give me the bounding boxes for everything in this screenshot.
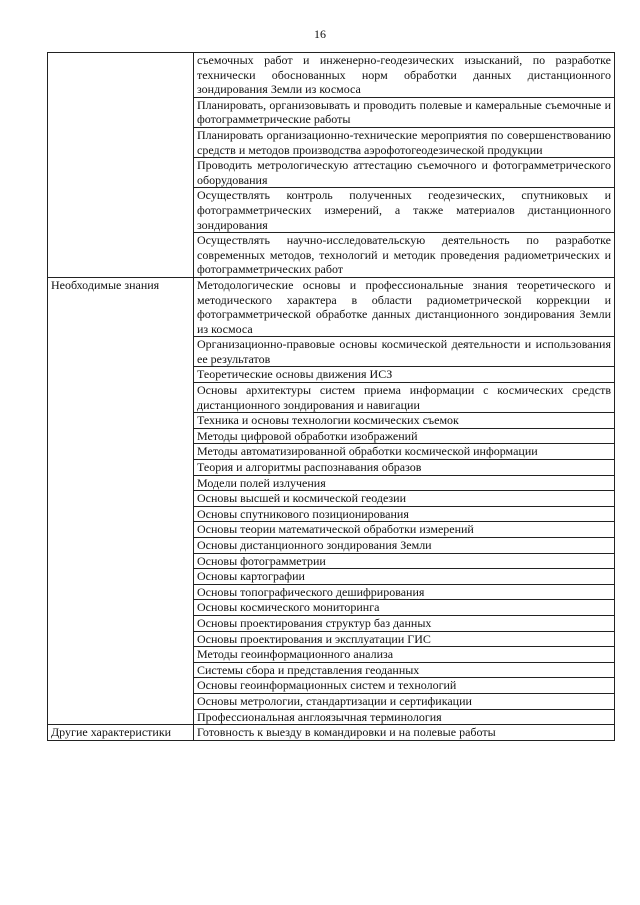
page-number: 16	[314, 27, 326, 41]
knowledge-cell: Основы проектирования структур баз данных	[194, 615, 615, 631]
knowledge-cell: Методологические основы и профессиональные знания теоретического и методического характера в области радиометрической коррекции и фотограмметрической обработке данных дистанционного зондирования Земли из космоса	[194, 277, 615, 336]
knowledge-cell: Основы теории математической обработки измерений	[194, 522, 615, 538]
knowledge-cell: Основы топографического дешифрирования	[194, 584, 615, 600]
requirement-cell: съемочных работ и инженерно-геодезических изысканий, по разработке технически обоснованных норм обработки данных дистанционного зондирования Земли из космоса	[194, 53, 615, 98]
knowledge-cell: Теория и алгоритмы распознавания образов	[194, 460, 615, 476]
knowledge-cell: Основы геоинформационных систем и технологий	[194, 678, 615, 694]
category-cell-knowledge: Необходимые знания	[48, 277, 194, 724]
table-row	[48, 725, 615, 741]
knowledge-cell: Методы цифровой обработки изображений	[194, 428, 615, 444]
category-cell-other: Другие характеристики	[48, 725, 194, 741]
category-cell-continuation	[48, 53, 194, 278]
table-row	[48, 277, 615, 336]
knowledge-cell: Основы фотограмметрии	[194, 553, 615, 569]
knowledge-cell: Основы дистанционного зондирования Земли	[194, 538, 615, 554]
knowledge-cell: Основы проектирования и эксплуатации ГИС	[194, 631, 615, 647]
knowledge-cell: Организационно-правовые основы космической деятельности и использования ее результатов	[194, 337, 615, 367]
requirement-cell: Планировать, организовывать и проводить полевые и камеральные съемочные и фотограмметрические работы	[194, 97, 615, 127]
characteristic-cell: Готовность к выезду в командировки и на полевые работы	[194, 725, 615, 741]
knowledge-cell: Методы автоматизированной обработки космической информации	[194, 444, 615, 460]
knowledge-cell: Модели полей излучения	[194, 475, 615, 491]
knowledge-cell: Основы метрологии, стандартизации и сертификации	[194, 693, 615, 709]
table-row	[48, 53, 615, 98]
knowledge-cell: Основы спутникового позиционирования	[194, 506, 615, 522]
knowledge-cell: Основы высшей и космической геодезии	[194, 491, 615, 507]
requirement-cell: Осуществлять контроль полученных геодезических, спутниковых и фотограмметрических измерений, а также материалов дистанционного зондирования	[194, 188, 615, 233]
knowledge-cell: Техника и основы технологии космических съемок	[194, 413, 615, 429]
knowledge-cell: Профессиональная англоязычная терминология	[194, 709, 615, 725]
requirement-cell: Осуществлять научно-исследовательскую деятельность по разработке современных методов, технологий и методик проведения радиометрических и фотограмметрических работ	[194, 233, 615, 278]
knowledge-cell: Теоретические основы движения ИСЗ	[194, 367, 615, 383]
requirement-cell: Планировать организационно-технические мероприятия по совершенствованию средств и методов производства аэрофотогеодезической продукции	[194, 127, 615, 157]
knowledge-cell: Основы архитектуры систем приема информации с космических средств дистанционного зондирования и навигации	[194, 383, 615, 413]
knowledge-cell: Основы картографии	[194, 569, 615, 585]
requirement-cell: Проводить метрологическую аттестацию съемочного и фотограмметрического оборудования	[194, 158, 615, 188]
knowledge-cell: Методы геоинформационного анализа	[194, 647, 615, 663]
knowledge-cell: Системы сбора и представления геоданных	[194, 662, 615, 678]
requirements-table	[47, 52, 615, 741]
knowledge-cell: Основы космического мониторинга	[194, 600, 615, 616]
